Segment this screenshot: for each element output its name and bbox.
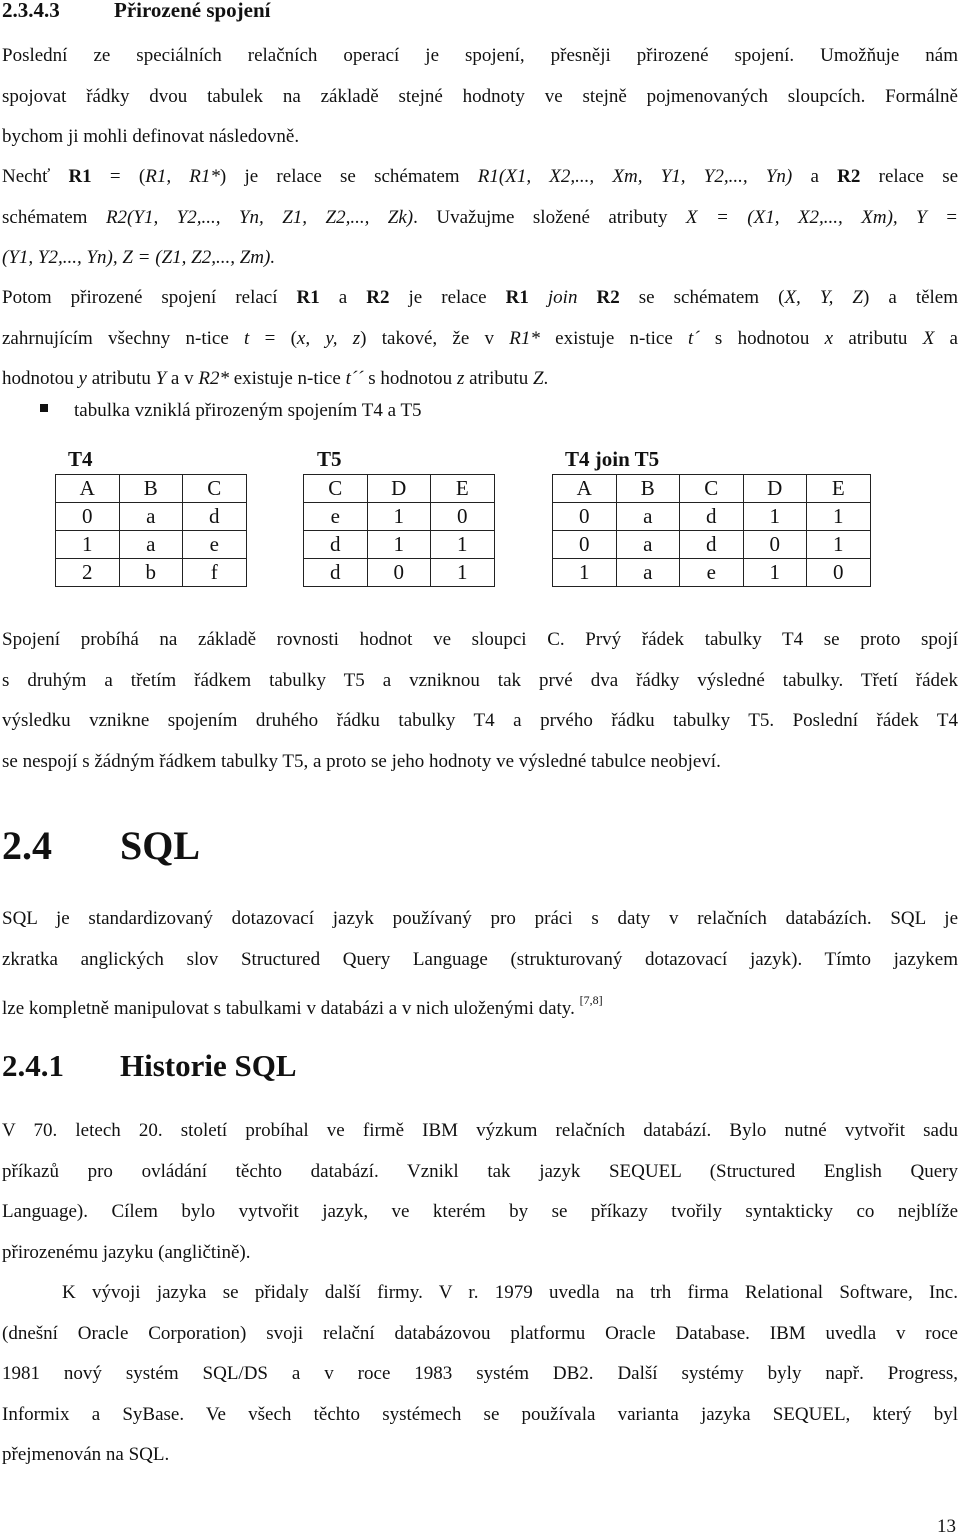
- text-line: se nespojí s žádným řádkem tabulky T5, a proto se jeho hodnoty ve výsledné tabulce neobjeví.: [2, 750, 721, 772]
- text-line: bychom ji mohli definovat následovně.: [2, 126, 300, 147]
- text-line: zahrnujícím všechny n-tice t = (x, y, z) takové, že v R1* existuje n-tice t´ s hodnotou x atributu X a: [2, 327, 958, 349]
- section-heading-24: [2, 822, 200, 869]
- column-header: C: [304, 475, 368, 503]
- text-line: (dnešní Oracle Corporation) svoji relační databázovou platformu Oracle Database. IBM uvedla v roce: [2, 1322, 958, 1344]
- section-title: Historie SQL: [120, 1048, 297, 1083]
- table-cell: b: [119, 559, 183, 587]
- section-title: Přirozené spojení: [114, 0, 271, 22]
- table-cell: d: [680, 531, 744, 559]
- table-cell: e: [680, 559, 744, 587]
- text-line: přejmenován na SQL.: [2, 1444, 170, 1465]
- table-cell: 1: [431, 559, 495, 587]
- column-header: D: [743, 475, 807, 503]
- table-cell: e: [183, 531, 247, 559]
- table-row: [56, 559, 247, 587]
- text-line: s druhým a třetím řádkem tabulky T5 a vzniknou tak prvé dva řádky výsledné tabulky. Třetí řádek: [2, 669, 958, 691]
- text-line: Informix a SyBase. Ve všech těchto systémech se používala varianta jazyka SEQUEL, který byl: [2, 1403, 958, 1425]
- section-number: 2.4: [2, 823, 52, 868]
- table-caption-join: T4 join T5: [565, 447, 660, 471]
- column-header: D: [367, 475, 431, 503]
- table-caption-t5: T5: [317, 447, 342, 471]
- table-cell: d: [304, 531, 368, 559]
- column-header: B: [119, 475, 183, 503]
- column-header: A: [553, 475, 617, 503]
- text-line: [2, 980, 958, 1021]
- paragraph-intro: [2, 36, 958, 158]
- bullet-text: tabulka vzniklá přirozeným spojením T4 a T5: [74, 400, 422, 421]
- table-row: [304, 559, 495, 587]
- table-cell: 1: [743, 559, 807, 587]
- citation-reference: [7,8]: [579, 993, 603, 1007]
- table-cell: 0: [743, 531, 807, 559]
- table-cell: 0: [553, 531, 617, 559]
- text-line: Poslední ze speciálních relačních operací je spojení, přesněji přirozené spojení. Umožňuje nám: [2, 45, 958, 66]
- table-cell: f: [183, 559, 247, 587]
- table-caption-t4: T4: [68, 447, 93, 471]
- paragraph-sql-intro: [2, 899, 958, 1021]
- table-row: [553, 503, 871, 531]
- text-line: zkratka anglických slov Structured Query Language (strukturovaný dotazovací jazyk). Tímto jazykem: [2, 948, 958, 970]
- table-cell: a: [119, 531, 183, 559]
- table-cell: 1: [807, 503, 871, 531]
- paragraph-join-explanation: [2, 620, 958, 782]
- table-cell: 1: [743, 503, 807, 531]
- section-number: 2.3.4.3: [2, 0, 60, 22]
- text-line: (Y1, Y2,..., Yn), Z = (Z1, Z2,..., Zm).: [2, 247, 276, 268]
- table-row: [304, 503, 495, 531]
- table-cell: a: [119, 503, 183, 531]
- text-line: Spojení probíhá na základě rovnosti hodnot ve sloupci C. Prvý řádek tabulky T4 se proto spojí: [2, 629, 958, 650]
- table-t4: [55, 474, 247, 587]
- table-header-row: [56, 475, 247, 503]
- column-header: B: [616, 475, 680, 503]
- table-cell: 1: [56, 531, 120, 559]
- table-header-row: [304, 475, 495, 503]
- table-row: [553, 531, 871, 559]
- text-line: spojovat řádky dvou tabulek na základě stejné hodnoty ve stejně pojmenovaných sloupcích. Formálně: [2, 85, 958, 107]
- section-heading-2343: [2, 0, 271, 23]
- table-cell: 1: [431, 531, 495, 559]
- section-title: SQL: [120, 823, 201, 868]
- column-header: E: [807, 475, 871, 503]
- text-line: V 70. letech 20. století probíhal ve firmě IBM výzkum relačních databází. Bylo nutné vytvořit sadu: [2, 1120, 958, 1141]
- text-span: lze kompletně manipulovat s tabulkami v databázi a v nich uloženými daty.: [2, 998, 575, 1019]
- page-number: 13: [937, 1516, 956, 1537]
- table-cell: 1: [367, 503, 431, 531]
- paragraph-join-definition: [2, 278, 958, 400]
- table-cell: 2: [56, 559, 120, 587]
- text-line: přirozenému jazyku (angličtině).: [2, 1241, 251, 1263]
- column-header: E: [431, 475, 495, 503]
- table-cell: 1: [367, 531, 431, 559]
- table-cell: 1: [553, 559, 617, 587]
- text-line: Nechť R1 = (R1, R1*) je relace se schématem R1(X1, X2,..., Xm, Y1, Y2,..., Yn) a R2 relace se: [2, 166, 959, 187]
- table-cell: 0: [553, 503, 617, 531]
- column-header: C: [183, 475, 247, 503]
- table-cell: 0: [807, 559, 871, 587]
- table-cell: a: [616, 503, 680, 531]
- table-cell: 0: [56, 503, 120, 531]
- text-line: hodnotou y atributu Y a v R2* existuje n-tice t´´ s hodnotou z atributu Z.: [2, 368, 549, 389]
- text-line: Language). Cílem bylo vytvořit jazyk, ve kterém by se příkazy tvořily syntakticky co nejblíže: [2, 1201, 958, 1222]
- table-cell: a: [616, 559, 680, 587]
- table-cell: d: [680, 503, 744, 531]
- section-number: 2.4.1: [2, 1048, 64, 1083]
- text-line: schématem R2(Y1, Y2,..., Yn, Z1, Z2,..., Zk). Uvažujme složené atributy X = (X1, X2,..., Xm), Y =: [2, 206, 958, 228]
- table-row: [56, 531, 247, 559]
- table-cell: a: [616, 531, 680, 559]
- table-row: [56, 503, 247, 531]
- paragraph-history-2: [2, 1273, 958, 1476]
- column-header: A: [56, 475, 120, 503]
- table-join: [552, 474, 871, 587]
- table-cell: 0: [431, 503, 495, 531]
- bullet-item: [40, 400, 422, 422]
- section-heading-241: [2, 1048, 297, 1084]
- table-cell: 1: [807, 531, 871, 559]
- table-row: [553, 559, 871, 587]
- column-header: C: [680, 475, 744, 503]
- text-line: příkazů pro ovládání těchto databází. Vznikl tak jazyk SEQUEL (Structured English Query: [2, 1160, 958, 1182]
- table-cell: 0: [367, 559, 431, 587]
- table-cell: e: [304, 503, 368, 531]
- square-bullet-icon: [40, 404, 48, 412]
- text-line: 1981 nový systém SQL/DS a v roce 1983 systém DB2. Další systémy byly např. Progress,: [2, 1363, 958, 1384]
- paragraph-history-1: [2, 1111, 958, 1273]
- table-row: [304, 531, 495, 559]
- table-header-row: [553, 475, 871, 503]
- text-line: K vývoji jazyka se přidaly další firmy. V r. 1979 uvedla na trh firma Relational Software, Inc.: [62, 1282, 958, 1303]
- table-cell: d: [183, 503, 247, 531]
- paragraph-definition: [2, 157, 958, 279]
- table-t5: [303, 474, 495, 587]
- text-line: Potom přirozené spojení relací R1 a R2 je relace R1 join R2 se schématem (X, Y, Z) a tělem: [2, 287, 959, 308]
- text-line: SQL je standardizovaný dotazovací jazyk používaný pro práci s daty v relačních databázích. SQL je: [2, 908, 958, 929]
- text-line: výsledku vznikne spojením druhého řádku tabulky T4 a prvého řádku tabulky T5. Poslední řádek T4: [2, 710, 958, 731]
- table-cell: d: [304, 559, 368, 587]
